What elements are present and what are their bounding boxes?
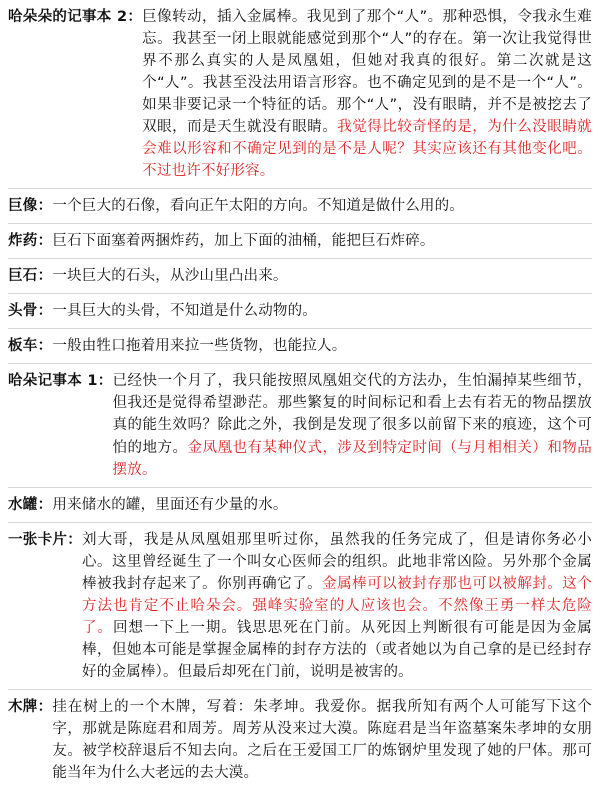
entry-text: 巨石下面塞着两捆炸药，加上下面的油桶，能把巨石炸碎。: [52, 233, 435, 250]
entry-divider: [8, 328, 592, 329]
notebook-entry: [8, 494, 592, 516]
entry-divider: [8, 223, 592, 224]
notebook-entry: [8, 6, 592, 182]
entry-divider: [8, 293, 592, 294]
notebook-entry: [8, 335, 592, 357]
entry-text: 用来储水的罐，里面还有少量的水。: [52, 496, 288, 513]
entry-body: [52, 230, 592, 252]
entry-body: [52, 494, 592, 516]
entry-text: 已经快一个月了，我只能按照凤凰姐交代的方法办，生怕漏掉某些细节，但我还是觉得希望渺茫。那些繁复的时间标记和看上去有若无的物品摆放真的能生效吗？除此之外，我倒是发现了很多以前留下来的痕迹，这个可怕的地方。: [112, 373, 592, 456]
entry-body: [52, 265, 592, 287]
entry-divider: [8, 188, 592, 189]
entry-label: 头骨：: [8, 303, 53, 320]
entry-text: 刘大哥，我是从凤凰姐那里听过你，虽然我的任务完成了，但是请你务必小心。这里曾经诞生了一个叫女心医师会的组织。此地非常凶险。另外那个金属棒被我封存起来了。你别再确它了。: [82, 531, 592, 592]
entry-body: [52, 300, 592, 322]
entry-list: [8, 6, 592, 784]
entry-body: [52, 195, 592, 217]
entry-divider: [8, 689, 592, 690]
annotation-text: 金属棒可以被封存那也可以被解封。这个方法也肯定不止哈朵会。强峰实验室的人应该也会。不然像王勇一样太危险了。: [82, 575, 592, 636]
entry-text: 一块巨大的石头，从沙山里凸出来。: [52, 268, 288, 285]
entry-label: 巨像：: [8, 198, 53, 215]
notebook-entry: [8, 300, 592, 322]
entry-body: [52, 696, 592, 784]
annotation-text: 我觉得比较奇怪的是，为什么没眼睛就会难以形容和不确定见到的是不是人呢？其实应该还有其他变化吧。不过也许不好形容。: [142, 119, 592, 180]
entry-divider: [8, 522, 592, 523]
entry-label: 哈朵记事本 1：: [8, 373, 113, 390]
entry-label: 木牌：: [8, 698, 53, 715]
entry-divider: [8, 363, 592, 364]
notebook-entry: [8, 195, 592, 217]
entry-label: 一张卡片：: [8, 531, 82, 548]
entry-label: 水罐：: [8, 496, 53, 513]
entry-body: [52, 335, 592, 357]
entry-label: 哈朵朵的记事本 2：: [8, 9, 143, 25]
entry-text: 挂在树上的一个木牌，写着：朱孝坤。我爱你。据我所知有两个人可能写下这个字，那就是陈庭君和周芳。周芳从没来过大漠。陈庭君是当年盗墓案朱孝坤的女朋友。被学校辞退后不知去向。之后在王爱国工厂的炼钢炉里发现了她的尸体。那可能当年为什么大老远的去大漠。: [52, 698, 592, 781]
notebook-entry: [8, 265, 592, 287]
entry-divider: [8, 487, 592, 488]
annotation-text: 金凤凰也有某种仪式，涉及到特定时间（与月相相关）和物品摆放。: [112, 439, 593, 478]
notebook-entry: [8, 230, 592, 252]
entry-text: 一般由牲口拖着用来拉一些货物，也能拉人。: [52, 338, 347, 355]
entry-body: [82, 529, 592, 683]
entry-text: 回想一下上一期。钱思思死在门前。从死因上判断很有可能是因为金属棒，但她本可能是掌握金属棒的封存方法的（或者她以为自己拿的是已经封存好的金属棒）。但最后却死在门前，说明是被害的。: [82, 619, 593, 680]
notebook-entry: [8, 529, 592, 683]
notebook-entry: [8, 696, 592, 784]
entry-text: 一个巨大的石像，看向正午太阳的方向。不知道是做什么用的。: [52, 198, 465, 215]
entry-label: 炸药：: [8, 233, 53, 250]
entry-divider: [8, 258, 592, 259]
entry-body: [113, 370, 592, 480]
entry-label: 板车：: [8, 338, 53, 355]
notebook-entry: [8, 370, 592, 480]
entry-text: 巨像转动，插入金属棒。我见到了那个“人”。那种恐惧，令我永生难忘。我甚至一闭上眼就能感觉到那个“人”的存在。第一次让我觉得世界不那么真实的人是凤凰姐，但她对我真的很好。第二次就是这个“人”。我甚至没法用语言形容。也不确定见到的是不是一个“人”。如果非要记录一个特征的话。那个“人”，没有眼睛，并不是被挖去了双眼，而是天生就没有眼睛。: [142, 9, 592, 136]
entry-label: 巨石：: [8, 268, 53, 285]
entry-text: 一具巨大的头骨，不知道是什么动物的。: [52, 303, 318, 320]
entry-body: [142, 6, 592, 182]
